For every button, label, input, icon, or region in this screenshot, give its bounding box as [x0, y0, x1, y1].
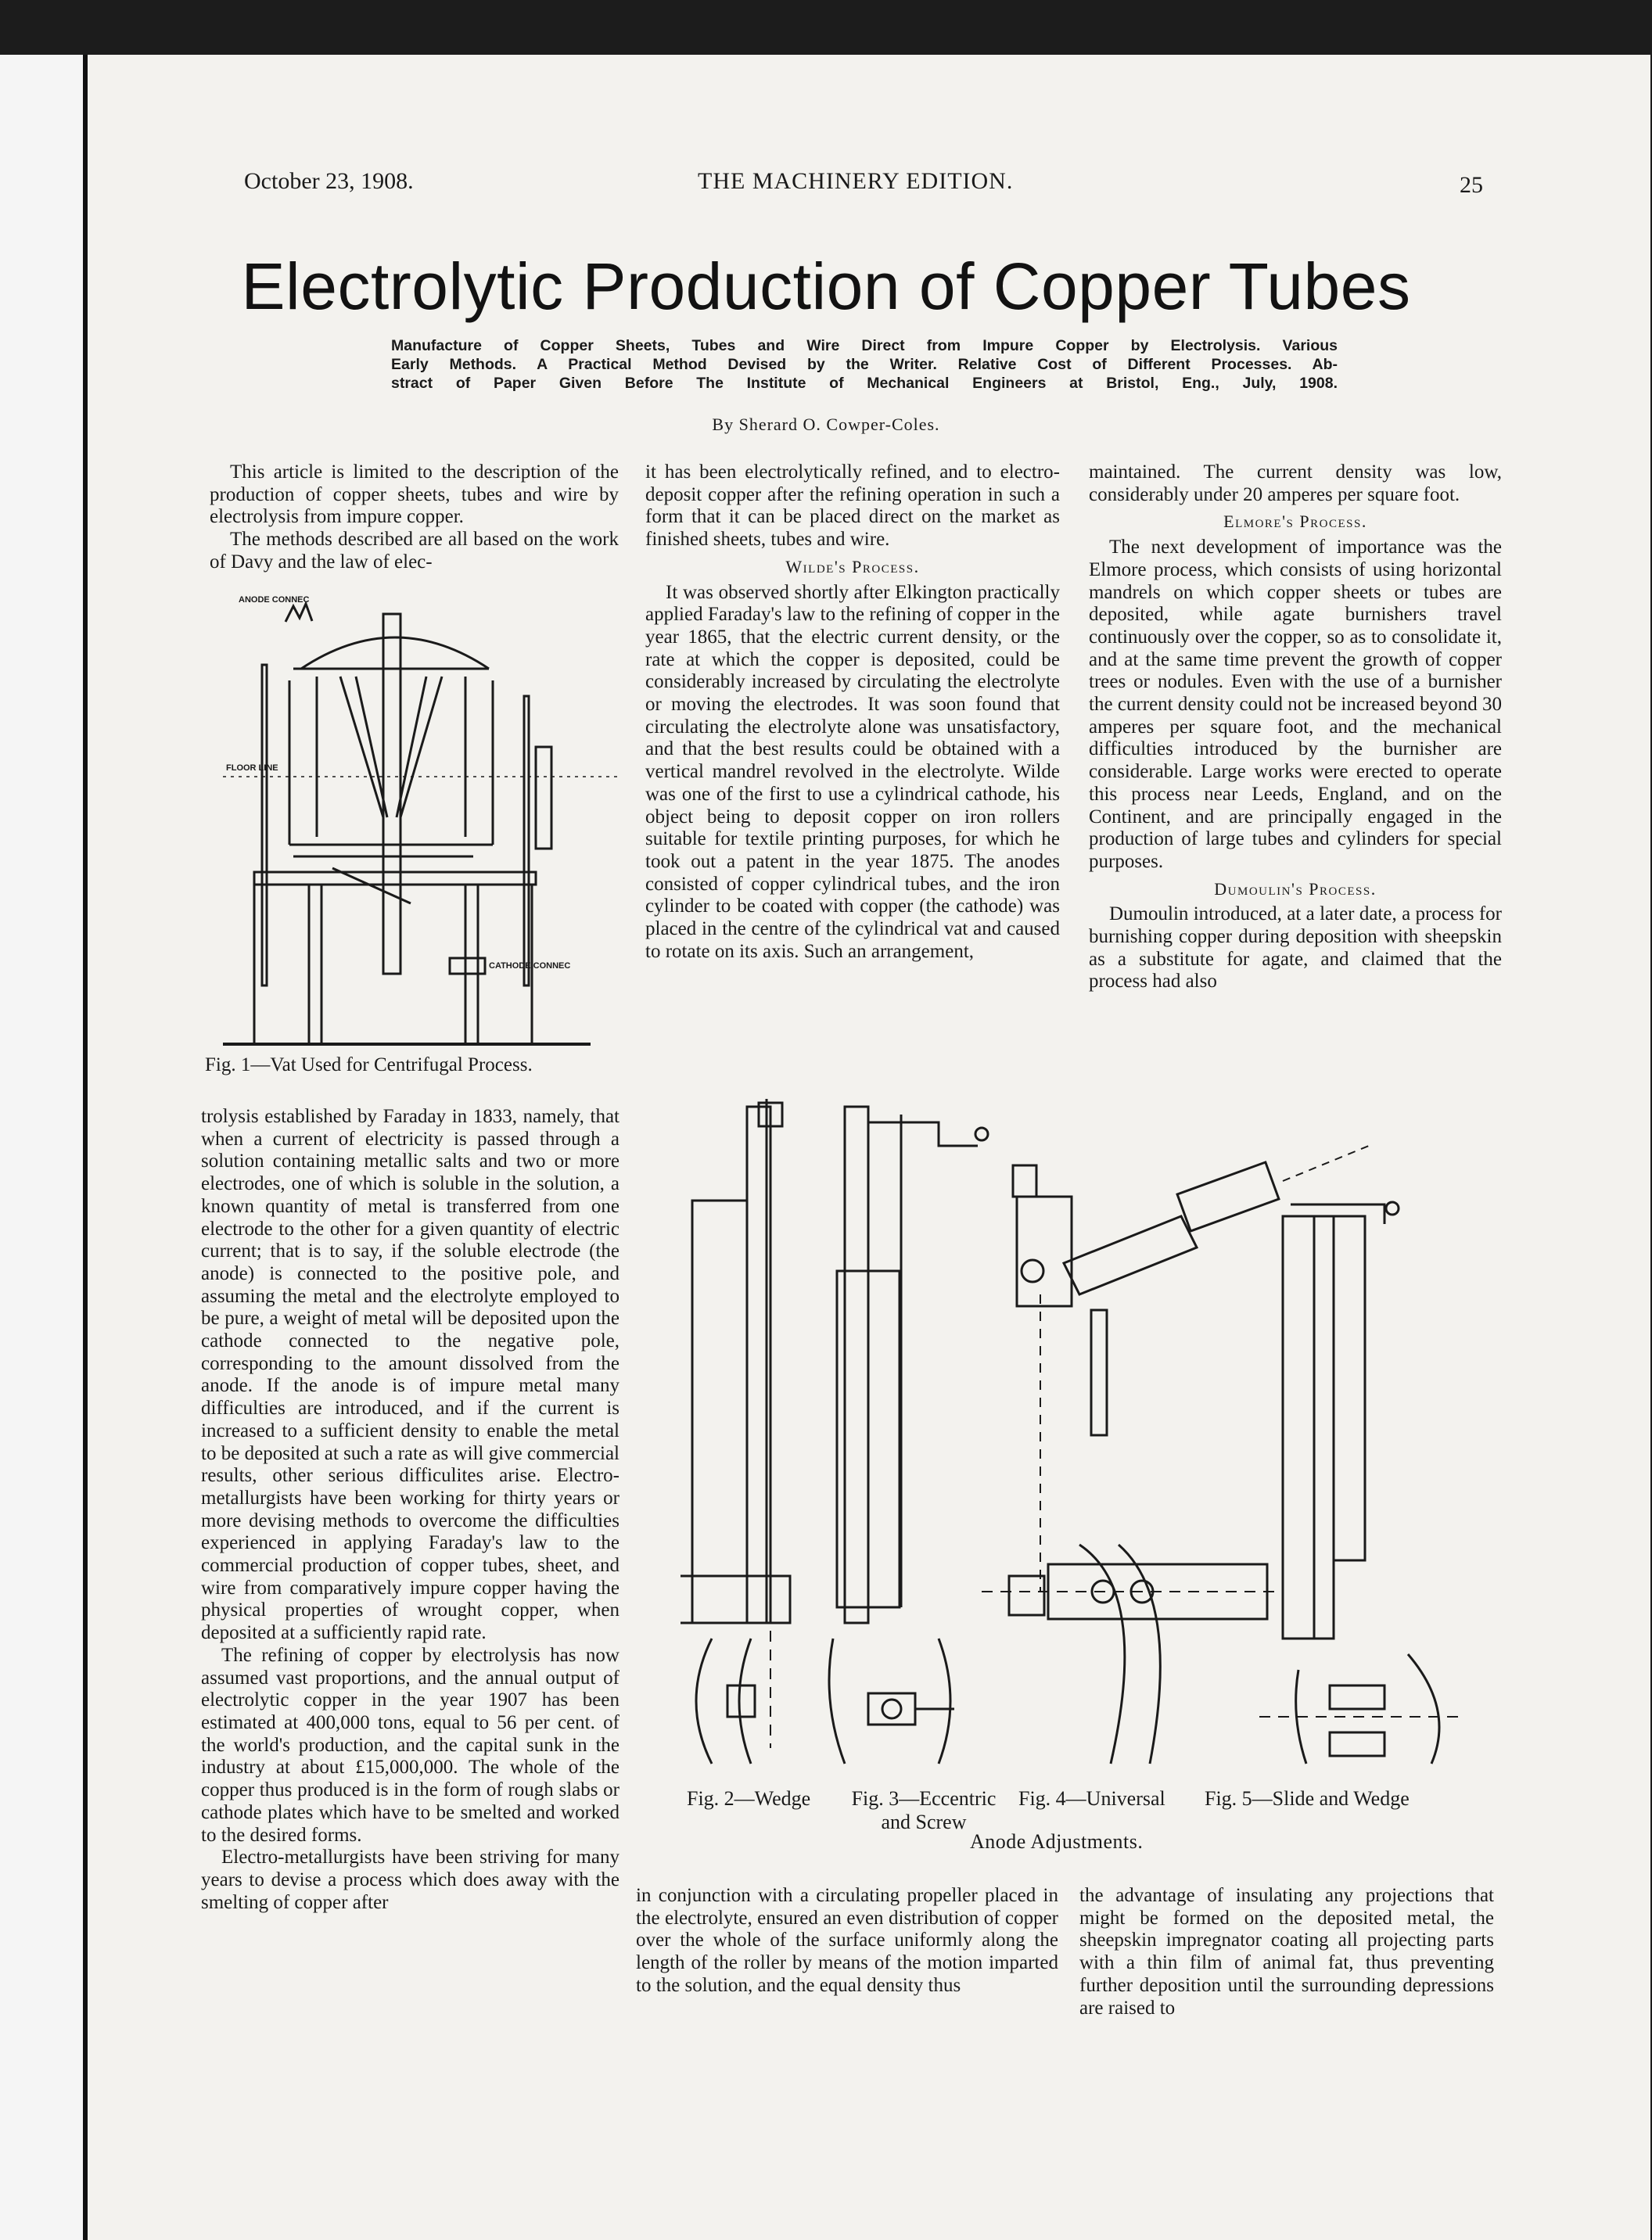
article-subtitle [391, 336, 1338, 393]
subtitle-line-2: Early Methods. A Practical Method Devised by the Writer. Relative Cost of Different Processes. Ab- [391, 356, 1338, 373]
fig4-axis [1283, 1146, 1369, 1181]
fig5-caption: Fig. 5—Slide and Wedge [1205, 1787, 1410, 1810]
paragraph: Dumoulin introduced, at a later date, a process for burnishing copper during deposition with sheepskin as a substitute for agate, and claimed that the process had also [1089, 903, 1502, 993]
paragraph: trolysis established by Faraday in 1833, namely, that when a current of electricity is passed through a solution containing metallic salts and two or more electrodes, one of which is soluble in the solution, a known quantity of metal is transferred from one electrode to the other for a given quantity of electric current; that is to say, if the soluble electrode (the anode) is connected to the positive pole, and assuming the metal and the electrolyte employed to be pure, a weight of metal will be deposited upon the cathode connected to the negative pole, corresponding to the amount dissolved from the anode. If the anode is of impure metal many difficulties are introduced, and if the current is increased to a sufficient density to enable the metal to be deposited at such a rate as will give commercial results, other serious difficulites arise. Electro-metallurgists have been working for thirty years or more devising methods to overcome the difficulties experienced in applying Faraday's law to the commercial production of copper tubes, sheet, and wire from comparatively impure copper having the physical properties of wrought copper, when deposited at a sufficiently rapid rate. [201, 1106, 620, 1644]
article-title: Electrolytic Production of Copper Tubes [241, 249, 1411, 323]
fig3-eccentric [868, 1693, 915, 1725]
column-3-bottom [1079, 1885, 1494, 2019]
column-1-top [210, 461, 619, 574]
fig4-post [1091, 1310, 1107, 1435]
paragraph: in conjunction with a circulating propeller placed in the electrolyte, ensured an even distribution of copper over the whole of the surface uniformly along the length of the roller by means of the motion imparted to the solution, and the equal density thus [636, 1885, 1058, 1996]
column-2-top [645, 461, 1060, 963]
subtitle-line-1: Manufacture of Copper Sheets, Tubes and Wire Direct from Impure Copper by Electrolysis. Various [391, 337, 1338, 354]
column-2-bottom [636, 1885, 1058, 1998]
paragraph: maintained. The current density was low, considerably under 20 amperes per square foot. [1089, 461, 1502, 505]
paragraph: This article is limited to the description of the production of copper sheets, tubes and wire by electrolysis from impure copper. [210, 461, 619, 528]
column-left [309, 885, 321, 1044]
fig4-holder [1177, 1162, 1279, 1231]
paragraph: The methods described are all based on the work of Davy and the law of elec- [210, 529, 619, 573]
fig5-bracket [1291, 1204, 1384, 1224]
column-right [465, 885, 478, 1044]
fig4-curve [1079, 1545, 1125, 1764]
fig5-arc-right [1408, 1654, 1439, 1764]
vat-wall-right [524, 696, 529, 985]
paragraph: Electro-metallurgists have been striving for many years to devise a process which does away with the smelting of copper after [201, 1847, 620, 1913]
fig4-bolt [1022, 1260, 1043, 1282]
fig1-caption: Fig. 1—Vat Used for Centrifugal Process. [205, 1054, 533, 1075]
fig2-arc-inner [739, 1639, 751, 1764]
header-edition: THE MACHINERY EDITION. [698, 168, 1014, 194]
paragraph: It was observed shortly after Elkington practically applied Faraday's law to the refining of copper in the year 1865, that the electric current density, or the rate at which the copper is deposited, could be considerably increased by circulating the electrolyte or moving the electrodes. It was soon found that circulating the electrolyte alone was unsatisfactory, and that the best results could be obtained with a vertical mandrel revolved in the electrolyte. Wilde was one of the first to use a cylindrical cathode, his object being to deposit copper on iron rollers suitable for textile printing purposes, for which he took out a patent in the year 1875. The anodes consisted of copper cylindrical tubes, and the iron cylinder to be coated with copper (the cathode) was placed in the centre of the cylindrical vat and caused to rotate on its axis. Such an arrangement, [645, 581, 1060, 962]
fig3-bracket [868, 1122, 978, 1146]
header-page-number: 25 [1460, 172, 1483, 198]
byline: By Sherard O. Cowper-Coles. [712, 415, 940, 434]
label-floor-line: FLOOR LINE [226, 763, 278, 773]
section-heading-elmore: Elmore's Process. [1223, 512, 1367, 532]
fig4-arm [1064, 1216, 1197, 1294]
fig2-foot [681, 1576, 790, 1623]
paragraph: it has been electrolytically refined, and to electro-deposit copper after the refining operation in such a form that it can be placed direct on the market as finished sheets, tubes and wire. [645, 461, 1060, 551]
fig4-caption: Fig. 4—Universal [1018, 1787, 1165, 1810]
base-plate [254, 872, 536, 885]
anode-adjustments-drawing [681, 1091, 1478, 1772]
lid-arch [301, 637, 489, 669]
section-heading-dumoulin: Dumoulin's Process. [1214, 878, 1377, 899]
column-1-bottom [201, 1106, 620, 1914]
fig3-bar [845, 1107, 868, 1623]
fig2-anode-block [692, 1201, 747, 1623]
fig2-wedge [727, 1685, 755, 1717]
fig5-nut [1386, 1202, 1399, 1215]
fig3-pivot [882, 1700, 901, 1718]
section-heading-wilde: Wilde's Process. [785, 556, 920, 576]
fig5-plate [1334, 1216, 1365, 1560]
fig5-bar [1314, 1216, 1334, 1639]
subtitle-line-3: stract of Paper Given Before The Institute of Mechanical Engineers at Bristol, Eng., July, 1908. [391, 375, 1338, 392]
fig2-arc-outer [696, 1639, 712, 1764]
fig5-anode [1283, 1216, 1314, 1639]
fig3-arc-right [939, 1639, 950, 1764]
paragraph: The next development of importance was the Elmore process, which consists of using horizontal mandrels on which copper sheets or tubes are deposited, while agate burnishers travel continuously over the copper, so as to consolidate it, and at the same time prevent the growth of copper trees or nodules. Even with the use of a burnisher the current density could not be increased beyond 30 amperes per square foot, and the mechanical difficulties introduced by the burnisher are considerable. Large works were erected to operate this process near Leeds, England, and on the Continent, and are principally engaged in the production of large tubes and cylinders for special purposes. [1089, 537, 1502, 872]
anode-terminal [286, 604, 312, 622]
fig4-jaw [1009, 1576, 1044, 1615]
left-page-edge [0, 55, 88, 2240]
paragraph: the advantage of insulating any projections that might be formed on the deposited metal, the sheepskin impregnator coating all projecting parts with a thin film of animal fat, thus preventing further deposition until the surrounding depressions are raised to [1079, 1885, 1494, 2019]
label-cathode: CATHODE CONNEC [489, 961, 571, 971]
fig4-clamp [1013, 1165, 1036, 1197]
paragraph: The refining of copper by electrolysis has now assumed vast proportions, and the annual output of electrolytic copper in the year 1907 has been estimated at 400,000 tons, equal to 56 per cent. of the world's production, and the capital sunk in the industry at about £15,000,000. The whole of the copper thus produced is in the form of rough slabs or cathode plates which have to be smelted and worked to the desired forms. [201, 1644, 620, 1846]
fig3-arc-left [829, 1639, 845, 1764]
pipe [536, 747, 551, 849]
header-date: October 23, 1908. [244, 168, 414, 194]
column-3-top [1089, 461, 1502, 993]
fig3-nut [975, 1128, 988, 1140]
fig2-caption: Fig. 2—Wedge [687, 1787, 811, 1810]
fig4-block [1017, 1197, 1072, 1306]
vat-wall-left [262, 665, 267, 985]
fig5-wedge-top [1330, 1685, 1384, 1709]
fig3-caption: Fig. 3—Eccentric and Screw [851, 1787, 997, 1833]
fig5-wedge-bottom [1330, 1732, 1384, 1756]
fig1-vat-drawing [223, 591, 622, 1048]
label-anode: ANODE CONNEC [239, 595, 310, 605]
cathode-terminal [450, 958, 485, 974]
anode-adjustments-caption: Anode Adjustments. [970, 1830, 1144, 1853]
